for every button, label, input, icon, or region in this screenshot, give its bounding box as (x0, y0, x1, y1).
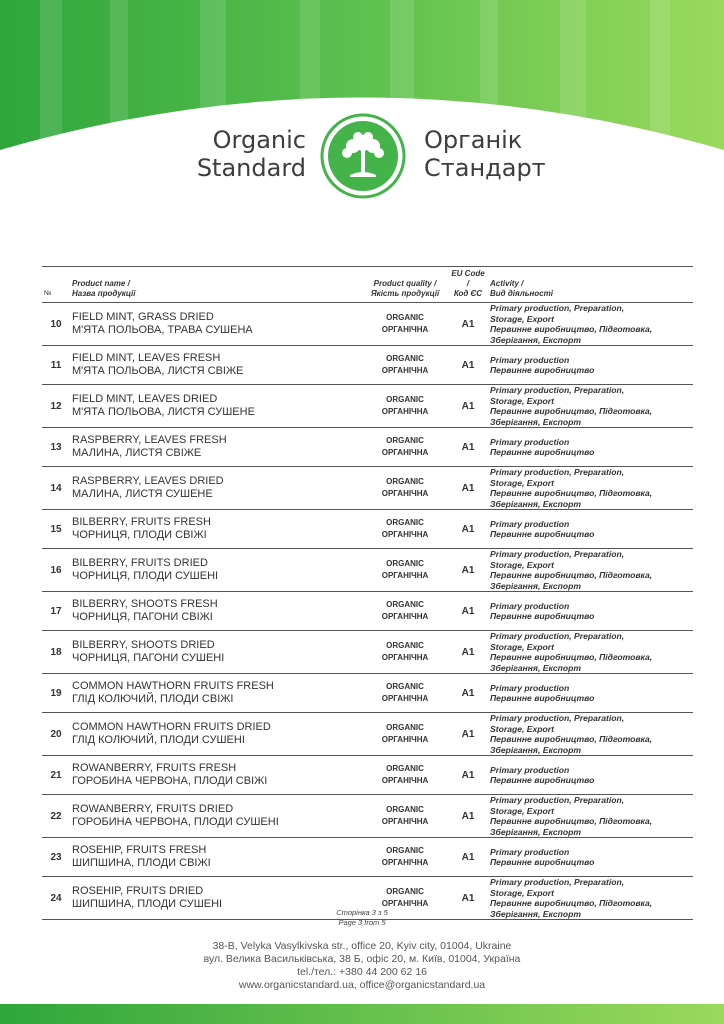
product-quality: ORGANIC ОРГАНІЧНА (362, 549, 448, 592)
product-name: BILBERRY, SHOOTS DRIED ЧОРНИЦЯ, ПАГОНИ СУШЕНІ (70, 631, 362, 674)
product-name: FIELD MINT, GRASS DRIED М'ЯТА ПОЛЬОВА, ТРАВА СУШЕНА (70, 303, 362, 346)
logo-text-en: Organic Standard (196, 126, 306, 182)
row-number: 11 (42, 346, 70, 385)
activity: Primary production Первинне виробництво (488, 510, 693, 549)
footer-web-email: www.organicstandard.ua, office@organicstandard.ua (238, 979, 486, 991)
eu-code: A1 (448, 428, 488, 467)
product-quality: ORGANIC ОРГАНІЧНА (362, 838, 448, 877)
activity: Primary production, Preparation, Storage, Export Первинне виробництво, Підготовка, Зберігання, Експорт (488, 713, 693, 756)
eu-code: A1 (448, 877, 488, 920)
table-row (42, 346, 693, 385)
table-row (42, 428, 693, 467)
eu-code: A1 (448, 756, 488, 795)
col-activity-header: Activity / Вид діяльності (490, 279, 553, 298)
product-name: ROWANBERRY, FRUITS DRIED ГОРОБИНА ЧЕРВОНА, ПЛОДИ СУШЕНІ (70, 795, 362, 838)
row-number: 23 (42, 838, 70, 877)
table-row (42, 549, 693, 592)
activity: Primary production, Preparation, Storage, Export Первинне виробництво, Підготовка, Зберігання, Експорт (488, 795, 693, 838)
logo-text-ua: Органік Стандарт (424, 126, 546, 182)
table-row (42, 510, 693, 549)
activity: Primary production Первинне виробництво (488, 756, 693, 795)
table-header (42, 267, 693, 303)
product-name: BILBERRY, FRUITS FRESH ЧОРНИЦЯ, ПЛОДИ СВІЖІ (70, 510, 362, 549)
activity: Primary production Первинне виробництво (488, 838, 693, 877)
row-number: 24 (42, 877, 70, 920)
row-number: 14 (42, 467, 70, 510)
product-name: BILBERRY, FRUITS DRIED ЧОРНИЦЯ, ПЛОДИ СУШЕНІ (70, 549, 362, 592)
eu-code: A1 (448, 592, 488, 631)
eu-code: A1 (448, 549, 488, 592)
product-quality: ORGANIC ОРГАНІЧНА (362, 592, 448, 631)
product-quality: ORGANIC ОРГАНІЧНА (362, 713, 448, 756)
eu-code: A1 (448, 303, 488, 346)
eu-code: A1 (448, 385, 488, 428)
organic-standard-logo (0, 108, 724, 204)
product-quality: ORGANIC ОРГАНІЧНА (362, 510, 448, 549)
product-name: BILBERRY, SHOOTS FRESH ЧОРНИЦЯ, ПАГОНИ СВІЖІ (70, 592, 362, 631)
product-name: COMMON HAWTHORN FRUITS FRESH ГЛІД КОЛЮЧИЙ, ПЛОДИ СВІЖІ (70, 674, 362, 713)
activity: Primary production Первинне виробництво (488, 346, 693, 385)
eu-code: A1 (448, 631, 488, 674)
product-name: FIELD MINT, LEAVES FRESH М'ЯТА ПОЛЬОВА, ЛИСТЯ СВІЖЕ (70, 346, 362, 385)
product-name: COMMON HAWTHORN FRUITS DRIED ГЛІД КОЛЮЧИЙ, ПЛОДИ СУШЕНІ (70, 713, 362, 756)
row-number: 20 (42, 713, 70, 756)
activity: Primary production, Preparation, Storage, Export Первинне виробництво, Підготовка, Зберігання, Експорт (488, 631, 693, 674)
footer-address-en: 38-B, Velyka Vasylkivska str., office 20, Kyiv city, 01004, Ukraine (212, 940, 512, 952)
table-row (42, 385, 693, 428)
table-row (42, 713, 693, 756)
row-number: 16 (42, 549, 70, 592)
activity: Primary production, Preparation, Storage, Export Первинне виробництво, Підготовка, Зберігання, Експорт (488, 385, 693, 428)
row-number: 15 (42, 510, 70, 549)
table-row (42, 838, 693, 877)
row-number: 10 (42, 303, 70, 346)
product-quality: ORGANIC ОРГАНІЧНА (362, 877, 448, 920)
col-number-header: № (44, 290, 52, 297)
product-quality: ORGANIC ОРГАНІЧНА (362, 428, 448, 467)
row-number: 13 (42, 428, 70, 467)
product-quality: ORGANIC ОРГАНІЧНА (362, 756, 448, 795)
activity: Primary production, Preparation, Storage, Export Первинне виробництво, Підготовка, Зберігання, Експорт (488, 549, 693, 592)
table-row (42, 631, 693, 674)
footer-phone: tel./тел.: +380 44 200 62 16 (297, 966, 427, 978)
table-row (42, 795, 693, 838)
product-quality: ORGANIC ОРГАНІЧНА (362, 674, 448, 713)
product-name: ROWANBERRY, FRUITS FRESH ГОРОБИНА ЧЕРВОНА, ПЛОДИ СВІЖІ (70, 756, 362, 795)
eu-code: A1 (448, 346, 488, 385)
row-number: 22 (42, 795, 70, 838)
row-number: 18 (42, 631, 70, 674)
activity: Primary production Первинне виробництво (488, 428, 693, 467)
products-table (42, 266, 693, 920)
product-name: RASPBERRY, LEAVES FRESH МАЛИНА, ЛИСТЯ СВІЖЕ (70, 428, 362, 467)
product-quality: ORGANIC ОРГАНІЧНА (362, 631, 448, 674)
product-quality: ORGANIC ОРГАНІЧНА (362, 346, 448, 385)
table-row (42, 756, 693, 795)
eu-code: A1 (448, 510, 488, 549)
product-name: FIELD MINT, LEAVES DRIED М'ЯТА ПОЛЬОВА, ЛИСТЯ СУШЕНЕ (70, 385, 362, 428)
table-row (42, 592, 693, 631)
activity: Primary production Первинне виробництво (488, 674, 693, 713)
row-number: 12 (42, 385, 70, 428)
col-name-header: Product name / Назва продукції (72, 279, 136, 298)
product-quality: ORGANIC ОРГАНІЧНА (362, 385, 448, 428)
activity: Primary production, Preparation, Storage, Export Первинне виробництво, Підготовка, Зберігання, Експорт (488, 877, 693, 920)
page-indicator: Сторінка 3 з 5 Page 3 from 5 (336, 908, 388, 927)
row-number: 19 (42, 674, 70, 713)
row-number: 21 (42, 756, 70, 795)
activity: Primary production Первинне виробництво (488, 592, 693, 631)
product-quality: ORGANIC ОРГАНІЧНА (362, 303, 448, 346)
eu-code: A1 (448, 713, 488, 756)
col-eu-code-header: EU Code / Код ЄС (451, 269, 485, 298)
table-row (42, 303, 693, 346)
footer-contacts (0, 940, 724, 992)
eu-code: A1 (448, 838, 488, 877)
tree-icon (320, 113, 406, 199)
table-row (42, 467, 693, 510)
product-quality: ORGANIC ОРГАНІЧНА (362, 467, 448, 510)
product-name: ROSEHIP, FRUITS DRIED ШИПШИНА, ПЛОДИ СУШЕНІ (70, 877, 362, 920)
bottom-green-banner (0, 1004, 724, 1024)
product-quality: ORGANIC ОРГАНІЧНА (362, 795, 448, 838)
activity: Primary production, Preparation, Storage, Export Первинне виробництво, Підготовка, Зберігання, Експорт (488, 303, 693, 346)
row-number: 17 (42, 592, 70, 631)
eu-code: A1 (448, 674, 488, 713)
product-name: RASPBERRY, LEAVES DRIED МАЛИНА, ЛИСТЯ СУШЕНЕ (70, 467, 362, 510)
col-quality-header: Product quality / Якість продукції (370, 279, 440, 298)
table-row (42, 674, 693, 713)
eu-code: A1 (448, 467, 488, 510)
activity: Primary production, Preparation, Storage, Export Первинне виробництво, Підготовка, Зберігання, Експорт (488, 467, 693, 510)
product-name: ROSEHIP, FRUITS FRESH ШИПШИНА, ПЛОДИ СВІЖІ (70, 838, 362, 877)
footer-address-ua: вул. Велика Васильківська, 38 Б, офіс 20, м. Київ, 01004, Україна (203, 953, 521, 965)
eu-code: A1 (448, 795, 488, 838)
